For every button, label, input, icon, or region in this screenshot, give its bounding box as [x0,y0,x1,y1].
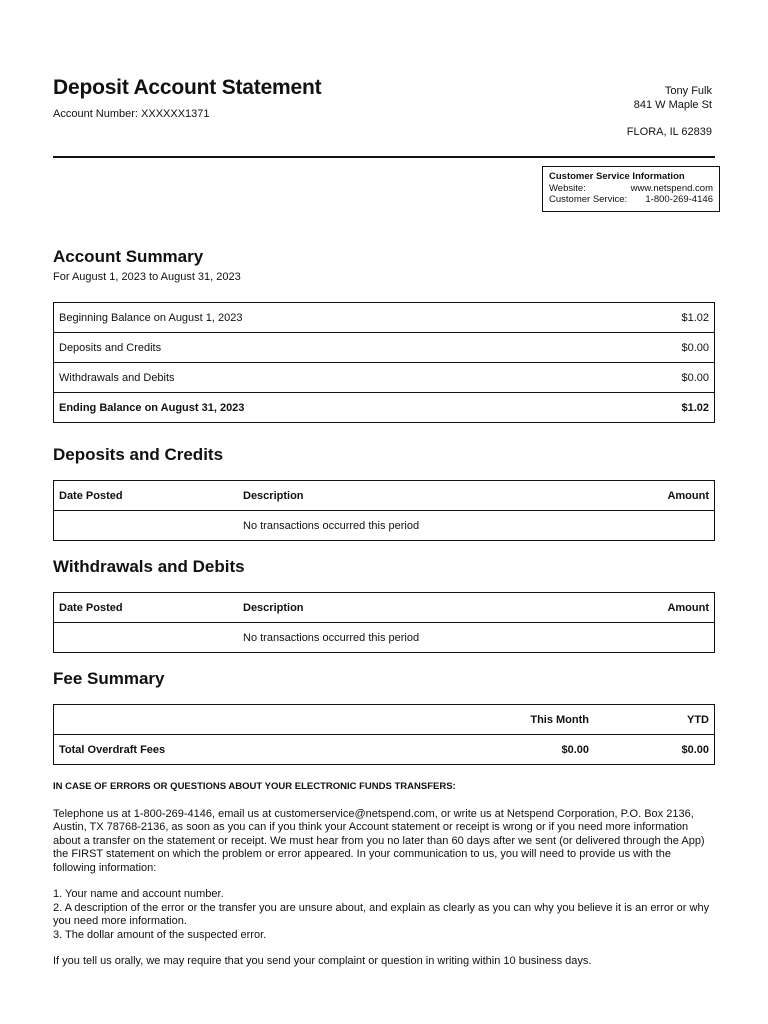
col-description: Description [238,593,610,623]
customer-service-box [542,166,720,212]
table-header-row [54,481,715,511]
deposits-heading: Deposits and Credits [53,445,224,464]
summary-label: Withdrawals and Debits [54,363,608,393]
fee-ytd: $0.00 [594,735,715,765]
empty-cell [610,511,714,541]
withdrawals-heading: Withdrawals and Debits [53,557,245,576]
customer-name: Tony Fulk [664,85,712,97]
empty-cell [54,705,475,735]
error-resolution-notice [53,780,715,982]
table-row [54,333,715,363]
mailing-address [627,84,712,139]
summary-label: Deposits and Credits [54,333,608,363]
table-row [54,511,715,541]
empty-cell [610,623,714,653]
col-amount: Amount [610,593,714,623]
statement-period: For August 1, 2023 to August 31, 2023 [53,271,241,283]
empty-message: No transactions occurred this period [238,511,610,541]
summary-value: $1.02 [607,393,714,423]
empty-cell [54,623,239,653]
col-this-month: This Month [474,705,594,735]
website-label: Website: [549,182,586,194]
table-header-row [54,705,715,735]
summary-label: Beginning Balance on August 1, 2023 [54,303,608,333]
deposits-table [53,480,715,541]
website-row [549,183,713,195]
notice-list-item: 1. Your name and account number. [53,888,224,900]
fee-this-month: $0.00 [474,735,594,765]
col-date-posted: Date Posted [54,481,239,511]
table-row [54,623,715,653]
table-header-row [54,593,715,623]
withdrawals-table [53,592,715,653]
notice-heading: IN CASE OF ERRORS OR QUESTIONS ABOUT YOUR ELECTRONIC FUNDS TRANSFERS: [53,781,456,792]
phone-number: 1-800-269-4146 [645,194,713,205]
empty-message: No transactions occurred this period [238,623,610,653]
table-row [54,303,715,333]
street-address: 841 W Maple St [633,99,712,111]
header-divider [53,156,715,158]
col-amount: Amount [610,481,714,511]
table-row [54,393,715,423]
account-summary-table [53,302,715,423]
phone-row [549,194,713,206]
account-number: Account Number: XXXXXX1371 [53,108,210,120]
notice-paragraph: If you tell us orally, we may require that you send your complaint or question in writing within 10 business days. [53,955,592,967]
account-summary-heading: Account Summary [53,247,204,266]
city-state-zip: FLORA, IL 62839 [626,126,712,138]
summary-value: $0.00 [607,333,714,363]
summary-value: $1.02 [607,303,714,333]
website-link[interactable]: www.netspend.com [630,182,713,194]
empty-cell [54,511,239,541]
fee-summary-heading: Fee Summary [53,669,165,688]
notice-paragraph: Telephone us at 1-800-269-4146, email us at customerservice@netspend.com, or write us at Netspend Corporation, P.O. Box 2136, Austin, TX 78768-2136, as soon as you can if you think your Account statement or receipt is wrong or if you need more information about a transfer on the statement or receipt. We must hear from you no later than 60 days after we sent (or delivered through the App) the FIRST statement on which the problem or error appeared. In your communication to us, you will need to provide us with the following information: [53,807,705,874]
fee-summary-table [53,704,715,765]
col-date-posted: Date Posted [54,593,239,623]
col-ytd: YTD [594,705,715,735]
statement-title: Deposit Account Statement [53,76,322,99]
phone-label: Customer Service: [549,194,628,205]
notice-list-item: 2. A description of the error or the transfer you are unsure about, and explain as clearly as you can why you believe it is an error or why you need more information. [53,901,710,927]
table-row [54,363,715,393]
notice-list-item: 3. The dollar amount of the suspected error. [53,928,267,941]
customer-service-heading: Customer Service Information [549,171,685,182]
summary-value: $0.00 [607,363,714,393]
fee-label: Total Overdraft Fees [54,735,475,765]
col-description: Description [238,481,610,511]
summary-label: Ending Balance on August 31, 2023 [54,393,608,423]
notice-list [53,888,715,942]
table-row [54,735,715,765]
